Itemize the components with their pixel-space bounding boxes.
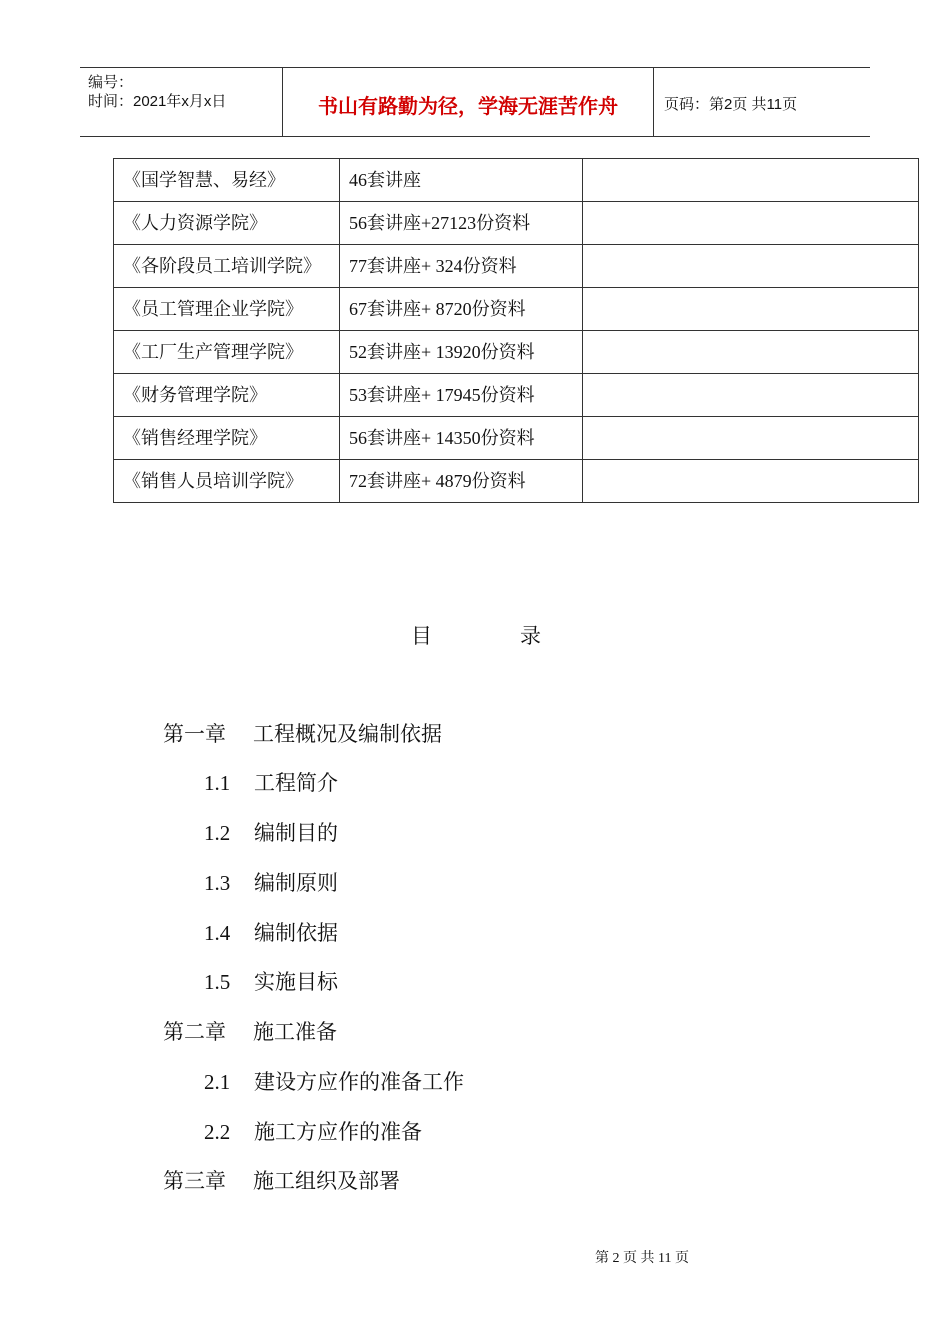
header-motto-cell bbox=[283, 68, 654, 136]
toc-entry-number: 2.1 bbox=[204, 1070, 231, 1094]
toc-title-right: 录 bbox=[520, 624, 541, 648]
toc-entry-number: 第三章 bbox=[163, 1169, 226, 1193]
toc-entry-text: 建设方应作的准备工作 bbox=[254, 1070, 464, 1094]
toc-entry-text: 施工方应作的准备 bbox=[254, 1120, 422, 1144]
toc-entry-number: 1.5 bbox=[204, 970, 231, 994]
resource-note bbox=[583, 417, 919, 460]
resource-name: 《财务管理学院》 bbox=[114, 374, 340, 417]
header-meta-cell bbox=[80, 68, 283, 136]
table-row bbox=[114, 159, 919, 202]
toc-entry-number: 1.2 bbox=[204, 821, 231, 845]
table-row bbox=[114, 202, 919, 245]
toc-entry-text: 编制原则 bbox=[254, 871, 338, 895]
document-number-label: 编号： bbox=[88, 74, 134, 91]
resource-name: 《销售人员培训学院》 bbox=[114, 460, 340, 503]
resource-amount: 52套讲座+ 13920份资料 bbox=[340, 331, 583, 374]
resource-table bbox=[113, 158, 919, 503]
toc-entry-text: 编制依据 bbox=[254, 921, 338, 945]
resource-name: 《工厂生产管理学院》 bbox=[114, 331, 340, 374]
table-row bbox=[114, 288, 919, 331]
resource-amount: 77套讲座+ 324份资料 bbox=[340, 245, 583, 288]
resource-name: 《销售经理学院》 bbox=[114, 417, 340, 460]
header-motto: 书山有路勤为径，学海无涯苦作舟 bbox=[318, 96, 618, 118]
resource-name: 《各阶段员工培训学院》 bbox=[114, 245, 340, 288]
resource-amount: 46套讲座 bbox=[340, 159, 583, 202]
resource-name: 《员工管理企业学院》 bbox=[114, 288, 340, 331]
header-page-cell bbox=[654, 68, 870, 136]
table-row bbox=[114, 245, 919, 288]
resource-amount: 53套讲座+ 17945份资料 bbox=[340, 374, 583, 417]
resource-amount: 67套讲座+ 8720份资料 bbox=[340, 288, 583, 331]
resource-note bbox=[583, 374, 919, 417]
resource-note bbox=[583, 331, 919, 374]
toc-entry-text: 工程简介 bbox=[254, 771, 338, 795]
toc-entry-text: 施工准备 bbox=[253, 1020, 337, 1044]
page-header bbox=[80, 67, 870, 137]
toc-entry-text: 工程概况及编制依据 bbox=[253, 722, 442, 746]
toc-entry-number: 1.1 bbox=[204, 771, 231, 795]
toc-entry-number: 1.3 bbox=[204, 871, 231, 895]
toc-entry-text: 施工组织及部署 bbox=[253, 1169, 400, 1193]
toc-entry-text: 编制目的 bbox=[254, 821, 338, 845]
resource-name: 《人力资源学院》 bbox=[114, 202, 340, 245]
resource-amount: 56套讲座+ 14350份资料 bbox=[340, 417, 583, 460]
resource-name: 《国学智慧、易经》 bbox=[114, 159, 340, 202]
header-page-code: 页码：第2页 共11页 bbox=[664, 96, 798, 113]
toc-entry-text: 实施目标 bbox=[254, 970, 338, 994]
table-row bbox=[114, 374, 919, 417]
resource-amount: 72套讲座+ 4879份资料 bbox=[340, 460, 583, 503]
toc-entry-number: 第一章 bbox=[163, 722, 226, 746]
toc-entry-number: 1.4 bbox=[204, 921, 231, 945]
document-time-label: 时间：2021年x月x日 bbox=[88, 93, 227, 110]
resource-note bbox=[583, 159, 919, 202]
toc-entry-number: 第二章 bbox=[163, 1020, 226, 1044]
page-footer: 第 2 页 共 11 页 bbox=[595, 1251, 689, 1266]
table-row bbox=[114, 331, 919, 374]
resource-note bbox=[583, 245, 919, 288]
resource-note bbox=[583, 288, 919, 331]
table-row bbox=[114, 417, 919, 460]
toc-entry-number: 2.2 bbox=[204, 1120, 231, 1144]
toc-title-left: 目 bbox=[411, 624, 432, 648]
resource-amount: 56套讲座+27123份资料 bbox=[340, 202, 583, 245]
resource-note bbox=[583, 460, 919, 503]
table-row bbox=[114, 460, 919, 503]
resource-note bbox=[583, 202, 919, 245]
